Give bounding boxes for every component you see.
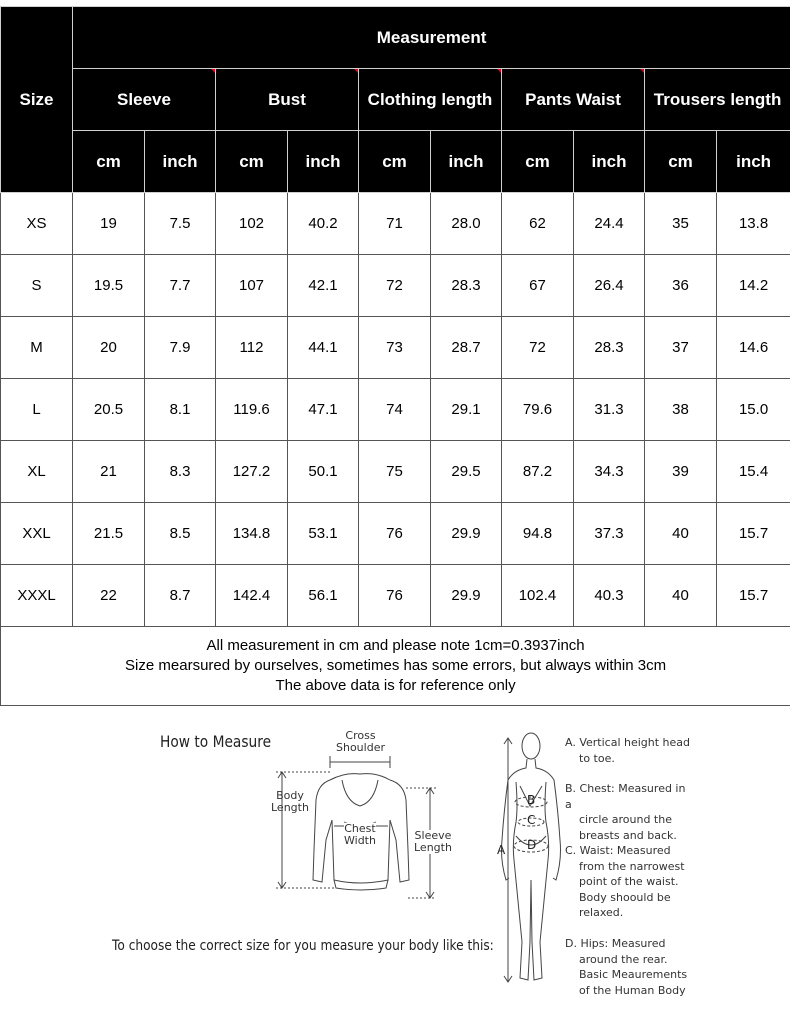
value-cell: 31.3 [574, 379, 645, 441]
value-cell: 79.6 [502, 379, 574, 441]
cross-shoulder-label: Cross Shoulder [336, 729, 385, 754]
size-cell: L [1, 379, 73, 441]
size-table-grid [0, 6, 790, 706]
value-cell: 73 [359, 317, 431, 379]
size-chart-table [0, 6, 790, 706]
value-cell: 24.4 [574, 193, 645, 255]
guide-hint: To choose the correct size for you measure your body like this: [112, 938, 494, 954]
value-cell: 21.5 [73, 503, 145, 565]
value-cell: 76 [359, 503, 431, 565]
size-cell: XXL [1, 503, 73, 565]
header-row-measurement [1, 7, 790, 69]
measurement-header: Measurement [73, 7, 790, 69]
value-cell: 127.2 [216, 441, 288, 503]
value-cell: 44.1 [288, 317, 359, 379]
value-cell: 34.3 [574, 441, 645, 503]
value-cell: 7.7 [145, 255, 216, 317]
value-cell: 76 [359, 565, 431, 627]
letter-b: B [527, 793, 536, 807]
value-cell: 29.9 [431, 503, 502, 565]
value-cell: 8.1 [145, 379, 216, 441]
value-cell: 29.9 [431, 565, 502, 627]
note-line: The above data is for reference only [275, 677, 516, 694]
value-cell: 67 [502, 255, 574, 317]
value-cell: 142.4 [216, 565, 288, 627]
value-cell: 40.2 [288, 193, 359, 255]
value-cell: 50.1 [288, 441, 359, 503]
value-cell: 13.8 [717, 193, 790, 255]
bust-header: Bust [216, 69, 359, 131]
value-cell: 102 [216, 193, 288, 255]
unit-header-inch: inch [574, 131, 645, 193]
body-length-label: Body Length [271, 789, 309, 814]
guide-title: How to Measure [160, 732, 272, 751]
value-cell: 38 [645, 379, 717, 441]
unit-header-cm: cm [73, 131, 145, 193]
unit-header-inch: inch [145, 131, 216, 193]
value-cell: 19.5 [73, 255, 145, 317]
unit-header-inch: inch [288, 131, 359, 193]
value-cell: 15.4 [717, 441, 790, 503]
value-cell: 94.8 [502, 503, 574, 565]
value-cell: 7.9 [145, 317, 216, 379]
value-cell: 72 [502, 317, 574, 379]
value-cell: 15.7 [717, 565, 790, 627]
value-cell: 28.0 [431, 193, 502, 255]
value-cell: 47.1 [288, 379, 359, 441]
letter-d: D [527, 838, 537, 852]
table-row [1, 565, 790, 627]
size-cell: M [1, 317, 73, 379]
table-row [1, 255, 790, 317]
value-cell: 26.4 [574, 255, 645, 317]
unit-header-cm: cm [359, 131, 431, 193]
unit-header-inch: inch [431, 131, 502, 193]
value-cell: 15.0 [717, 379, 790, 441]
value-cell: 40.3 [574, 565, 645, 627]
clothing-length-header: Clothing length [359, 69, 502, 131]
size-cell: S [1, 255, 73, 317]
header-row-groups [1, 69, 790, 131]
letter-c: C [527, 813, 536, 827]
unit-header-inch: inch [717, 131, 790, 193]
size-header: Size [1, 7, 73, 193]
value-cell: 20.5 [73, 379, 145, 441]
body-note-c: C. Waist: Measured from the narrowest point of the waist. Body shoould be relaxed. [565, 844, 685, 919]
body-note-d: D. Hips: Measured around the rear. Basic Meaurements of the Human Body [565, 937, 688, 997]
value-cell: 8.7 [145, 565, 216, 627]
pants-waist-header: Pants Waist [502, 69, 645, 131]
value-cell: 28.7 [431, 317, 502, 379]
note-line: All measurement in cm and please note 1cm=0.3937inch [206, 637, 585, 654]
value-cell: 20 [73, 317, 145, 379]
value-cell: 74 [359, 379, 431, 441]
value-cell: 8.3 [145, 441, 216, 503]
value-cell: 72 [359, 255, 431, 317]
value-cell: 7.5 [145, 193, 216, 255]
letter-a: A [497, 843, 506, 857]
value-cell: 8.5 [145, 503, 216, 565]
unit-header-cm: cm [502, 131, 574, 193]
table-row [1, 379, 790, 441]
table-row [1, 193, 790, 255]
body-note-b: B. Chest: Measured in a circle around the breasts and back. [565, 782, 686, 842]
value-cell: 15.7 [717, 503, 790, 565]
how-to-measure-guide [0, 710, 790, 1018]
value-cell: 28.3 [431, 255, 502, 317]
value-cell: 29.1 [431, 379, 502, 441]
value-cell: 134.8 [216, 503, 288, 565]
table-row [1, 503, 790, 565]
value-cell: 62 [502, 193, 574, 255]
value-cell: 37.3 [574, 503, 645, 565]
trousers-length-header: Trousers length [645, 69, 790, 131]
value-cell: 39 [645, 441, 717, 503]
size-cell: XXXL [1, 565, 73, 627]
value-cell: 37 [645, 317, 717, 379]
unit-header-cm: cm [216, 131, 288, 193]
value-cell: 29.5 [431, 441, 502, 503]
value-cell: 42.1 [288, 255, 359, 317]
sleeve-header: Sleeve [73, 69, 216, 131]
value-cell: 102.4 [502, 565, 574, 627]
sleeve-length-label: Sleeve Length [414, 829, 452, 854]
value-cell: 14.2 [717, 255, 790, 317]
table-row [1, 317, 790, 379]
header-row-units [1, 131, 790, 193]
value-cell: 71 [359, 193, 431, 255]
value-cell: 14.6 [717, 317, 790, 379]
notes-cell [1, 627, 790, 706]
value-cell: 56.1 [288, 565, 359, 627]
table-row [1, 441, 790, 503]
value-cell: 19 [73, 193, 145, 255]
value-cell: 40 [645, 565, 717, 627]
value-cell: 112 [216, 317, 288, 379]
body-figure-illustration [502, 733, 561, 982]
notes-row [1, 627, 790, 706]
value-cell: 21 [73, 441, 145, 503]
body-note-a: A. Vertical height head to toe. [565, 736, 691, 765]
value-cell: 35 [645, 193, 717, 255]
unit-header-cm: cm [645, 131, 717, 193]
note-line: Size mearsured by ourselves, sometimes has some errors, but always within 3cm [125, 657, 667, 674]
chest-width-label: Chest Width [344, 822, 376, 847]
value-cell: 40 [645, 503, 717, 565]
value-cell: 75 [359, 441, 431, 503]
value-cell: 28.3 [574, 317, 645, 379]
value-cell: 22 [73, 565, 145, 627]
value-cell: 107 [216, 255, 288, 317]
size-cell: XS [1, 193, 73, 255]
value-cell: 36 [645, 255, 717, 317]
size-cell: XL [1, 441, 73, 503]
value-cell: 119.6 [216, 379, 288, 441]
value-cell: 87.2 [502, 441, 574, 503]
value-cell: 53.1 [288, 503, 359, 565]
